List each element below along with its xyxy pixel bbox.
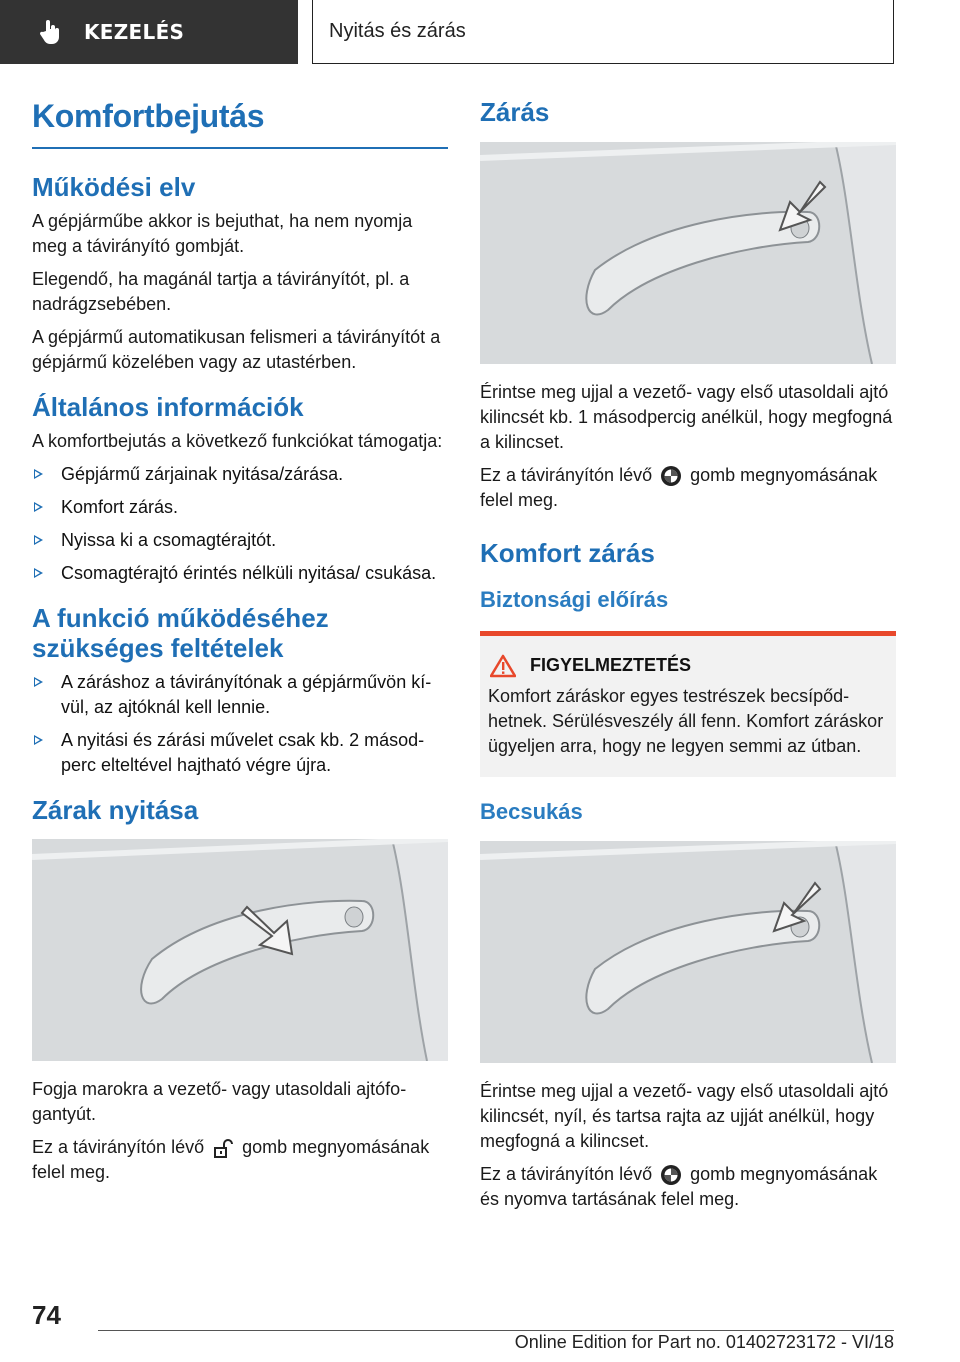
principle-paragraph: A gépjárműbe akkor is bejuthat, ha nem nyomja meg a távirányító gombját. bbox=[32, 210, 413, 256]
hand-icon bbox=[38, 19, 64, 45]
left-column bbox=[32, 98, 448, 1193]
comfort-heading: Komfort zárás bbox=[480, 537, 655, 568]
unlock-key-icon bbox=[212, 1138, 234, 1160]
requirements-list bbox=[32, 670, 448, 778]
unlock-text: Fogja marokra a vezető- vagy utasoldali ajtófogantyút. bbox=[32, 1079, 407, 1125]
footer-edition: Online Edition for Part no. 01402723172 - VI/18 bbox=[514, 1332, 894, 1352]
door-handle-lock-image bbox=[480, 142, 896, 364]
right-column bbox=[480, 98, 896, 1220]
lock-text2: Ez a távirányítón lévő gomb megnyomásának felel meg. bbox=[480, 464, 878, 510]
bmw-logo-icon bbox=[660, 465, 682, 487]
section-tab-label: KEZELÉS bbox=[84, 20, 185, 44]
bullet-triangle-icon bbox=[34, 677, 43, 687]
warning-triangle-icon bbox=[490, 654, 516, 678]
footer-divider bbox=[98, 1330, 894, 1331]
general-heading: Általános információk bbox=[32, 391, 304, 422]
general-list bbox=[32, 462, 448, 586]
requirements-heading: A funkció működéséhez szükséges feltételek bbox=[32, 602, 329, 663]
warning-box bbox=[480, 631, 896, 777]
close-text: Érintse meg ujjal a vezető- vagy első utasoldali ajtó kilincsét, nyíl, és tartsa rajta az ujját anélkül, hogy megfogná a kilincset. bbox=[480, 1080, 889, 1151]
bullet-triangle-icon bbox=[34, 735, 43, 745]
door-handle-unlock-image bbox=[32, 839, 448, 1061]
principle-paragraph: A gépjármű automatikusan felismeri a távirányítót a gépjármű közelében vagy az utastérben. bbox=[32, 326, 441, 372]
principle-paragraph: Elegendő, ha magánál tartja a távirányítót, pl. a nadrágzsebében. bbox=[32, 268, 410, 314]
bmw-logo-icon bbox=[660, 1164, 682, 1186]
list-item: Csomagtérajtó érintés nélküli nyitása/ csukása. bbox=[32, 561, 448, 586]
close-heading: Becsukás bbox=[480, 798, 583, 824]
main-heading: Komfortbejutás bbox=[32, 98, 448, 149]
bullet-triangle-icon bbox=[34, 469, 43, 479]
page-number: 74 bbox=[32, 1300, 61, 1330]
principle-heading: Működési elv bbox=[32, 172, 196, 202]
bullet-triangle-icon bbox=[34, 502, 43, 512]
safety-heading: Biztonsági előírás bbox=[480, 586, 669, 612]
warning-text: Komfort záráskor egyes testrészek becsípődhetnek. Sérülésveszély áll fenn. Komfort záráskor ügyeljen arra, hogy ne legyen semmi az útban. bbox=[488, 685, 884, 756]
list-item: Komfort zárás. bbox=[32, 495, 448, 520]
section-tab[interactable] bbox=[0, 0, 298, 64]
unlock-text2: Ez a távirányítón lévő gomb megnyomásának felel meg. bbox=[32, 1137, 430, 1183]
page-title: Nyitás és zárás bbox=[312, 0, 894, 64]
bullet-triangle-icon bbox=[34, 535, 43, 545]
warning-title: FIGYELMEZTETÉS bbox=[530, 655, 692, 676]
close-text2: Ez a távirányítón lévő gomb megnyomásának és nyomva tartásának felel meg. bbox=[480, 1163, 878, 1209]
door-handle-close-image bbox=[480, 841, 896, 1063]
unlock-heading: Zárak nyitása bbox=[32, 794, 199, 825]
lock-text: Érintse meg ujjal a vezető- vagy első utasoldali ajtó kilincsét kb. 1 másodpercig anélkül, hogy megfogná a kilincset. bbox=[480, 381, 893, 452]
bullet-triangle-icon bbox=[34, 568, 43, 578]
general-intro: A komfortbejutás a következő funkciókat támogatja: bbox=[32, 430, 443, 451]
lock-heading: Zárás bbox=[480, 97, 550, 127]
list-item: A nyitási és zárási művelet csak kb. 2 másodperc elteltével hajtható végre újra. bbox=[32, 728, 448, 778]
warning-header bbox=[488, 654, 888, 678]
list-item: Nyissa ki a csomagtérajtót. bbox=[32, 528, 448, 553]
list-item: A záráshoz a távirányítónak a gépjárművön kívül, az ajtóknál kell lennie. bbox=[32, 670, 448, 720]
list-item: Gépjármű zárjainak nyitása/zárása. bbox=[32, 462, 448, 487]
